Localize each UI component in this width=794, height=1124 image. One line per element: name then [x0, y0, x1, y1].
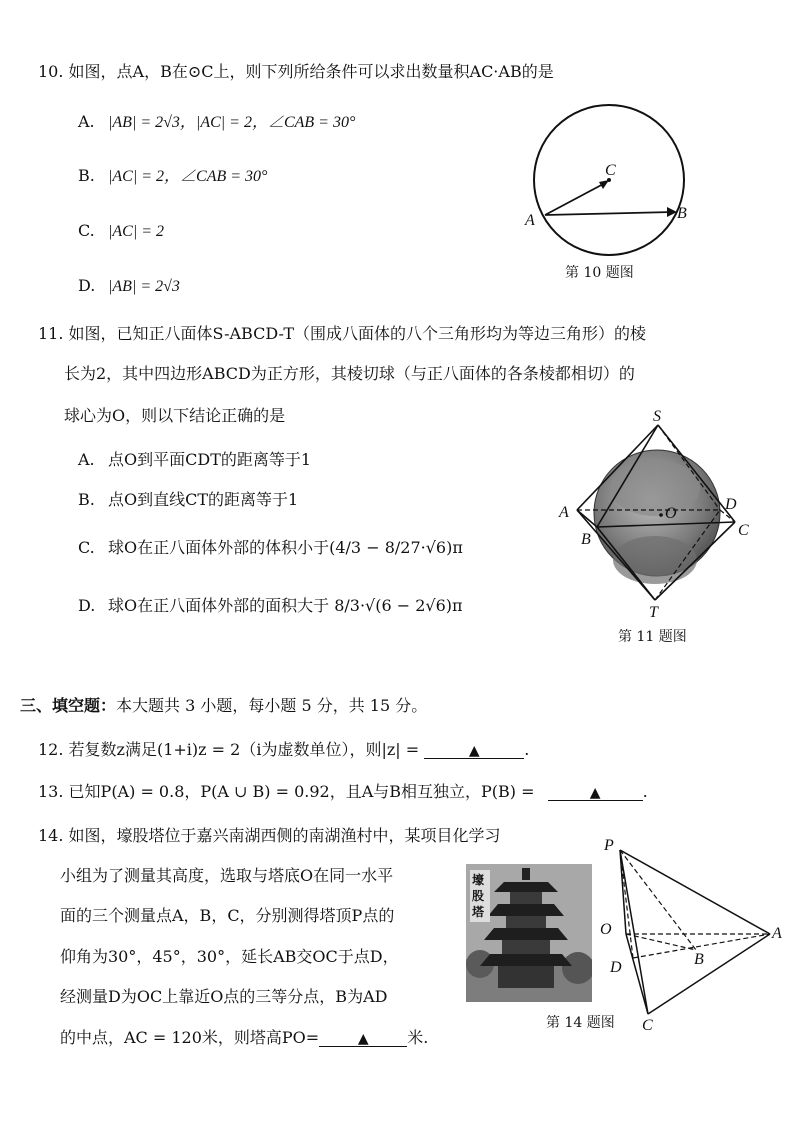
q11-option-c-label: C. — [78, 538, 95, 557]
q11-label-t: T — [649, 604, 658, 621]
q14-text-1: 如图，壕股塔位于嘉兴南湖西侧的南湖渔村中，某项目化学习 — [68, 826, 501, 845]
q14-photo-sign: 壕股塔 — [472, 873, 485, 919]
q13-text: 已知P(A) = 0.8，P(A ∪ B) = 0.92，且A与B相互独立，P(B) = — [68, 782, 535, 801]
q14-blank-mark: ▲ — [357, 1031, 369, 1047]
q14-label-a: A — [772, 925, 782, 942]
q13-line — [38, 784, 648, 801]
q11-option-a-label: A. — [78, 450, 95, 469]
q14-line4: 仰角为30°，45°，30°，延长AB交OC于点D， — [60, 947, 399, 966]
q11-option-d-label: D. — [78, 596, 96, 615]
section3-header — [20, 698, 427, 714]
q10-option-c[interactable] — [78, 223, 164, 240]
q11-label-d: D — [725, 496, 737, 513]
q12-line — [38, 742, 529, 759]
q11-center-dot — [659, 513, 663, 517]
q11-label-a: A — [559, 504, 569, 521]
q10-figure-caption: 第 10 题图 — [565, 265, 634, 281]
q11-stem-text-1: 如图，已知正八面体S-ABCD-T（围成八面体的八个三角形均为等边三角形）的棱 — [68, 324, 646, 343]
q11-option-c[interactable] — [78, 540, 463, 556]
q11-label-s: S — [653, 408, 661, 425]
q14-answer-blank[interactable] — [319, 1030, 407, 1047]
q10-option-b-label: B. — [78, 166, 95, 185]
q10-option-a-text: |AB| = 2√3，|AC| = 2，∠CAB = 30° — [108, 114, 356, 131]
q14-end: 米. — [407, 1028, 429, 1047]
q11-option-d[interactable] — [78, 598, 463, 614]
q14-label-d: D — [610, 959, 622, 976]
q10-option-d-text: |AB| = 2√3 — [108, 278, 180, 295]
q10-stem-text: 如图，点A，B在⊙C上，则下列所给条件可以求出数量积AC·AB的是 — [68, 62, 554, 81]
q14-label-p: P — [604, 837, 614, 854]
q10-vector-ac — [545, 182, 607, 215]
q10-number: 10. — [38, 62, 64, 81]
q10-stem — [38, 64, 554, 80]
q11-label-b: B — [581, 531, 591, 548]
q10-arrowhead-ac — [599, 180, 609, 189]
q10-option-a[interactable] — [78, 114, 355, 131]
q10-option-d-label: D. — [78, 276, 96, 295]
q14-line2: 小组为了测量其高度，选取与塔底O在同一水平 — [60, 866, 394, 885]
q13-blank-mark: ▲ — [589, 785, 601, 801]
q11-figure-caption: 第 11 题图 — [618, 629, 687, 645]
section3-title: 三、填空题： — [20, 696, 117, 715]
q11-stem-line3: 球心为O，则以下结论正确的是 — [64, 406, 286, 425]
q12-answer-blank[interactable] — [424, 742, 524, 759]
q14-line1 — [38, 828, 501, 844]
q11-figure — [555, 410, 755, 620]
section3-desc: 本大题共 3 小题，每小题 5 分，共 15 分。 — [116, 696, 428, 715]
q11-sphere-cap-top — [610, 460, 700, 516]
q12-number: 12. — [38, 740, 64, 759]
q11-number: 11. — [38, 324, 64, 343]
q10-label-a: A — [525, 212, 535, 229]
q14-line3: 面的三个测量点A，B，C，分别测得塔顶P点的 — [60, 906, 395, 925]
q11-option-b[interactable] — [78, 492, 298, 508]
q14-figure-caption: 第 14 题图 — [546, 1015, 615, 1031]
q10-vector-ab — [545, 212, 673, 215]
q14-figure — [598, 834, 788, 1034]
q13-number: 13. — [38, 782, 64, 801]
q14-line6 — [60, 1030, 428, 1047]
q14-edge-pc — [620, 850, 648, 1014]
q14-pagoda-photo — [466, 864, 592, 1002]
q11-option-a-text: 点O到平面CDT的距离等于1 — [108, 450, 312, 469]
q10-label-b: B — [677, 205, 687, 222]
q14-label-o: O — [600, 921, 612, 938]
q14-edge-pb — [620, 850, 696, 950]
q10-option-b[interactable] — [78, 168, 267, 185]
q14-number: 14. — [38, 826, 64, 845]
q10-option-c-label: C. — [78, 221, 95, 240]
q14-line5: 经测量D为OC上靠近O点的三等分点，B为AD — [60, 987, 388, 1006]
q11-option-c-text: 球O在正八面体外部的体积小于(4/3 − 8/27·√6)π — [108, 538, 463, 557]
q14-text-6: 的中点，AC = 120米，则塔高PO= — [60, 1028, 320, 1047]
q10-option-c-text: |AC| = 2 — [108, 223, 165, 240]
q14-label-c: C — [642, 1017, 653, 1034]
q14-edge-pd — [620, 850, 633, 958]
q10-option-d[interactable] — [78, 278, 180, 295]
q11-stem-line2: 长为2，其中四边形ABCD为正方形，其棱切球（与正八面体的各条棱都相切）的 — [64, 364, 635, 383]
q10-option-a-label: A. — [78, 112, 95, 131]
q14-label-b: B — [694, 951, 704, 968]
q12-end: . — [524, 740, 530, 759]
q13-answer-blank[interactable] — [548, 784, 643, 801]
q11-option-d-text: 球O在正八面体外部的面积大于 8/3·√(6 − 2√6)π — [108, 596, 463, 615]
q11-option-b-label: B. — [78, 490, 95, 509]
q12-blank-mark: ▲ — [468, 743, 480, 759]
q13-end: . — [642, 782, 648, 801]
q11-stem-line1 — [38, 326, 646, 342]
q11-option-a[interactable] — [78, 452, 311, 468]
q14-edge-ca — [648, 934, 770, 1014]
q11-option-b-text: 点O到直线CT的距离等于1 — [108, 490, 299, 509]
q10-label-c: C — [605, 162, 616, 179]
q10-figure — [525, 90, 705, 260]
q10-option-b-text: |AC| = 2，∠CAB = 30° — [108, 168, 268, 185]
q11-label-o: O — [665, 505, 677, 522]
q12-text: 若复数z满足(1+i)z = 2（i为虚数单位），则|z| = — [68, 740, 420, 759]
q14-edge-pa — [620, 850, 770, 934]
q11-label-c: C — [738, 522, 749, 539]
